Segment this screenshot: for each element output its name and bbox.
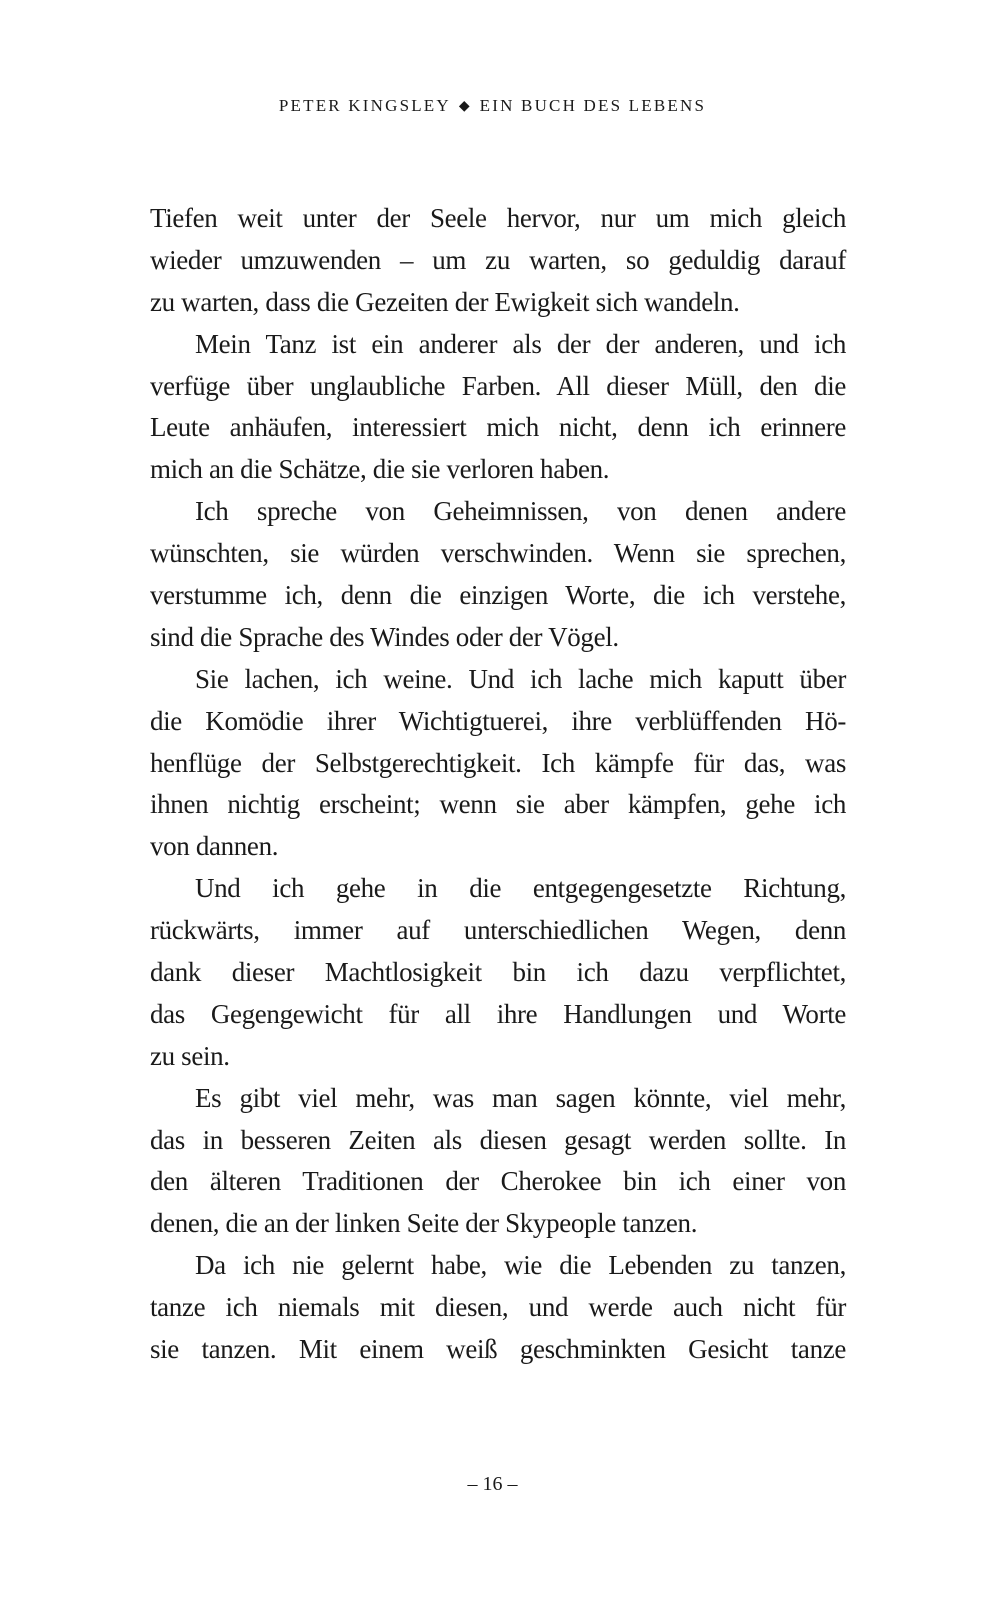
text-line: das Gegengewicht für all ihre Handlungen und Worte xyxy=(150,998,846,1029)
text-line: das in besseren Zeiten als diesen gesagt werden sollte. In xyxy=(150,1124,846,1155)
text-line: ihnen nichtig erscheint; wenn sie aber kämpfen, gehe ich xyxy=(150,789,846,820)
page-number: – 16 – xyxy=(467,1473,518,1495)
text-line: dank dieser Machtlosigkeit bin ich dazu verpflichtet, xyxy=(150,957,846,988)
text-line: denen, die an der linken Seite der Skypeople tanzen. xyxy=(150,1208,698,1239)
text-line: rückwärts, immer auf unterschiedlichen Wegen, denn xyxy=(150,915,846,946)
text-line: Leute anhäufen, interessiert mich nicht, denn ich erinnere xyxy=(150,412,846,443)
text-line: mich an die Schätze, die sie verloren haben. xyxy=(150,454,610,485)
text-line: zu warten, dass die Gezeiten der Ewigkeit sich wandeln. xyxy=(150,286,740,317)
text-line: wünschten, sie würden verschwinden. Wenn sie sprechen, xyxy=(150,538,846,569)
diamond-separator-icon: ◆ xyxy=(458,99,470,114)
text-line: Sie lachen, ich weine. Und ich lache mich kaputt über xyxy=(195,663,846,694)
text-line: Tiefen weit unter der Seele hervor, nur um mich gleich xyxy=(150,203,846,233)
text-line: Mein Tanz ist ein anderer als der der anderen, und ich xyxy=(195,328,846,359)
text-line: Ich spreche von Geheimnissen, von denen andere xyxy=(195,496,846,527)
text-line: sind die Sprache des Windes oder der Vögel. xyxy=(150,621,619,652)
text-line: Da ich nie gelernt habe, wie die Lebenden zu tanzen, xyxy=(195,1250,846,1281)
running-head-author: PETER KINGSLEY xyxy=(278,96,451,115)
body-text xyxy=(150,198,846,1371)
text-line: Und ich gehe in die entgegengesetzte Richtung, xyxy=(195,873,846,904)
text-line: wieder umzuwenden – um zu warten, so geduldig darauf xyxy=(150,244,846,275)
running-head xyxy=(0,94,985,120)
text-line: die Komödie ihrer Wichtigtuerei, ihre verblüffenden Hö- xyxy=(150,705,846,736)
text-line: sie tanzen. Mit einem weiß geschminkten Gesicht tanze xyxy=(150,1334,846,1365)
text-line: zu sein. xyxy=(150,1040,230,1071)
text-line: Es gibt viel mehr, was man sagen könnte, viel mehr, xyxy=(195,1082,846,1113)
text-line: verstumme ich, denn die einzigen Worte, die ich verstehe, xyxy=(150,580,846,611)
running-head-title: EIN BUCH DES LEBENS xyxy=(479,96,707,115)
text-line: den älteren Traditionen der Cherokee bin ich einer von xyxy=(150,1166,846,1197)
text-line: henflüge der Selbstgerechtigkeit. Ich kämpfe für das, was xyxy=(150,747,846,778)
text-line: verfüge über unglaubliche Farben. All dieser Müll, den die xyxy=(150,370,846,401)
text-line: tanze ich niemals mit diesen, und werde auch nicht für xyxy=(150,1292,846,1323)
text-line: von dannen. xyxy=(150,831,279,862)
